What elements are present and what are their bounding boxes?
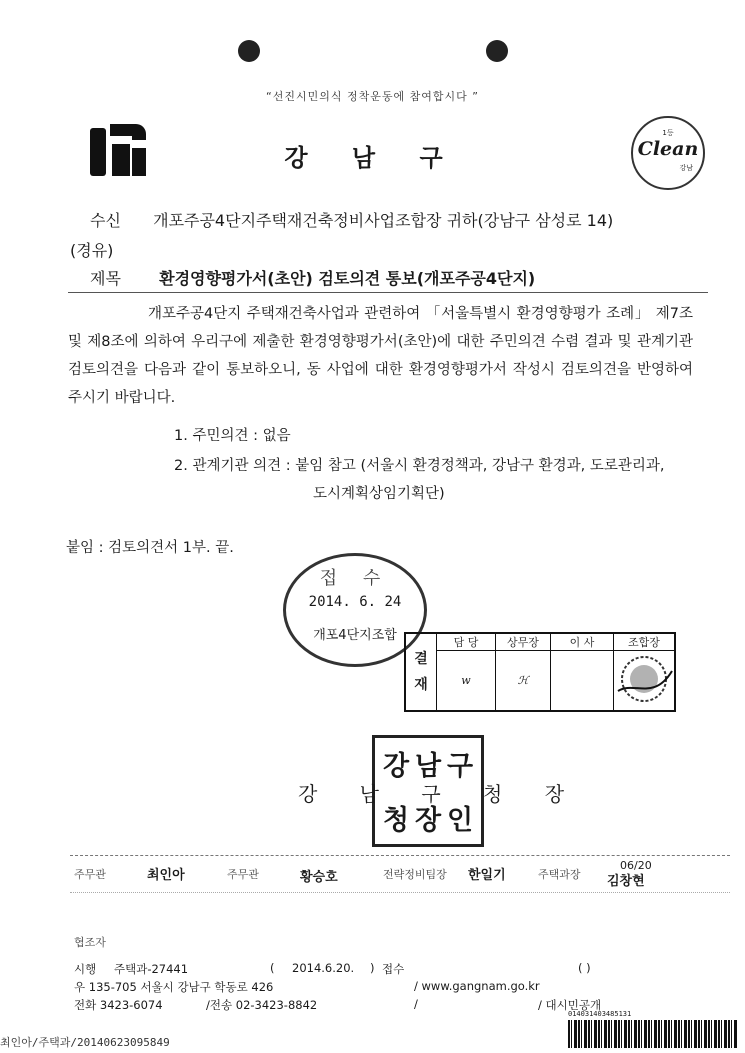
received-stamp-date: 2014. 6. 24 xyxy=(308,594,402,610)
seal-glyph-4: 청 xyxy=(383,805,410,836)
header-rule xyxy=(68,292,708,293)
staff-divider-top xyxy=(70,855,730,856)
approval-side-label-1: 결 xyxy=(414,651,428,667)
recipient-text: 개포주공4단지주택재건축정비사업조합장 귀하(강남구 삼성로 14) xyxy=(153,211,614,230)
disclosure: / 대시민공개 xyxy=(538,998,602,1012)
fax: /전송 02-3423-8842 xyxy=(206,998,318,1012)
via-label: (경유) xyxy=(70,241,114,260)
staff-role-2: 주무관 xyxy=(227,868,259,881)
received-stamp-org: 개포4단지조합 xyxy=(313,628,397,643)
clean-badge-logo xyxy=(631,116,705,190)
seal-glyph-2: 남 xyxy=(415,751,442,782)
subject-row xyxy=(90,266,535,289)
fax-separator: / xyxy=(414,997,418,1011)
slogan: “선진시민의식 정착운동에 참여합시다 ” xyxy=(266,90,479,103)
staff-name-3: 한일기 xyxy=(468,868,506,883)
receipt-paren: ( ) xyxy=(578,961,591,975)
approval-signature-staff: w xyxy=(437,651,496,712)
seal-glyph-6: 인 xyxy=(447,805,474,836)
item-2-continued: 도시계획상임기획단) xyxy=(313,486,445,502)
seal-glyph-5: 장 xyxy=(415,805,442,836)
approval-header-board: 이 사 xyxy=(551,633,614,651)
organization-title: 강 남 구 xyxy=(284,144,461,172)
item-1: 1. 주민의견 : 없음 xyxy=(174,428,291,444)
approval-header-staff: 담 당 xyxy=(437,633,496,651)
barcode-icon xyxy=(568,1020,738,1048)
file-id: 최인아/주택과/20140623095849 xyxy=(0,1036,170,1049)
recipient-row xyxy=(90,208,613,231)
approval-signature-director: ℋ xyxy=(496,651,551,712)
barcode-number: 014031403485131 xyxy=(568,1010,632,1018)
received-stamp-label: 접 수 xyxy=(319,568,391,589)
staff-date-4: 06/20 xyxy=(620,859,652,872)
approval-signature-chairman xyxy=(614,651,676,712)
approval-side-label xyxy=(405,633,437,711)
staff-role-1: 주무관 xyxy=(74,868,106,881)
body-paragraph: 개포주공4단지 주택재건축사업과 관련하여 「서울특별시 환경영향평가 조례」 제7조 및 제8조에 의하여 우리구에 제출한 환경영향평가서(초안)에 대한 주민의견 수렴 결과 및 관계기관 검토의견을 다음과 같이 통보하오니, 동 사업에 대한 환경영향평가서 작성시 검토의견을 반영하여 주시기 바랍니다. xyxy=(68,306,693,406)
approval-side-label-2: 재 xyxy=(414,677,428,693)
attachment-line: 붙임 : 검토의견서 1부. 끝. xyxy=(66,540,234,556)
clean-badge-word: Clean xyxy=(637,138,699,160)
barcode xyxy=(568,1010,738,1050)
clean-badge-sub: 강남 xyxy=(679,164,693,172)
approval-header-director: 상무장 xyxy=(496,633,551,651)
issuer-name: 강 남 구 청 장 xyxy=(298,782,583,806)
exec-date: 2014.6.20. xyxy=(292,961,355,975)
exec-paren-close: ) xyxy=(370,961,375,975)
staff-role-4: 주택과장 xyxy=(538,868,581,881)
item-2: 2. 관계기관 의견 : 붙임 참고 (서울시 환경정책과, 강남구 환경과, 도로관리과, xyxy=(174,458,665,474)
exec-number: 주택과-27441 xyxy=(114,962,189,976)
subject-label: 제목 xyxy=(90,269,121,288)
punch-hole-left xyxy=(238,40,260,62)
recipient-label: 수신 xyxy=(90,211,121,230)
approval-table xyxy=(404,632,676,712)
clean-badge-top: 1등 xyxy=(662,129,674,137)
exec-label: 시행 xyxy=(74,962,97,976)
website: / www.gangnam.go.kr xyxy=(414,979,540,993)
staff-divider-bottom xyxy=(70,892,730,893)
cooperator-label: 협조자 xyxy=(74,936,106,949)
receipt-label: 접수 xyxy=(382,962,405,976)
approval-signature-board xyxy=(551,651,614,712)
staff-role-3: 전략정비팀장 xyxy=(383,868,447,881)
postal-address: 우 135-705 서울시 강남구 학동로 426 xyxy=(74,980,274,994)
staff-name-4: 김창현 xyxy=(607,874,645,889)
subject-text: 환경영향평가서(초안) 검토의견 통보(개포주공4단지) xyxy=(159,269,536,288)
phone: 전화 3423-6074 xyxy=(74,998,163,1012)
body-paragraph-block xyxy=(68,300,693,412)
approval-header-chairman: 조합장 xyxy=(614,633,676,651)
seal-glyph-3: 구 xyxy=(447,751,474,782)
punch-hole-right xyxy=(486,40,508,62)
seal-glyph-1: 강 xyxy=(383,751,410,782)
staff-name-1: 최인아 xyxy=(147,868,185,883)
exec-paren-open: ( xyxy=(270,961,275,975)
chairman-seal-icon xyxy=(614,651,674,707)
staff-name-2: 황승호 xyxy=(300,870,338,885)
